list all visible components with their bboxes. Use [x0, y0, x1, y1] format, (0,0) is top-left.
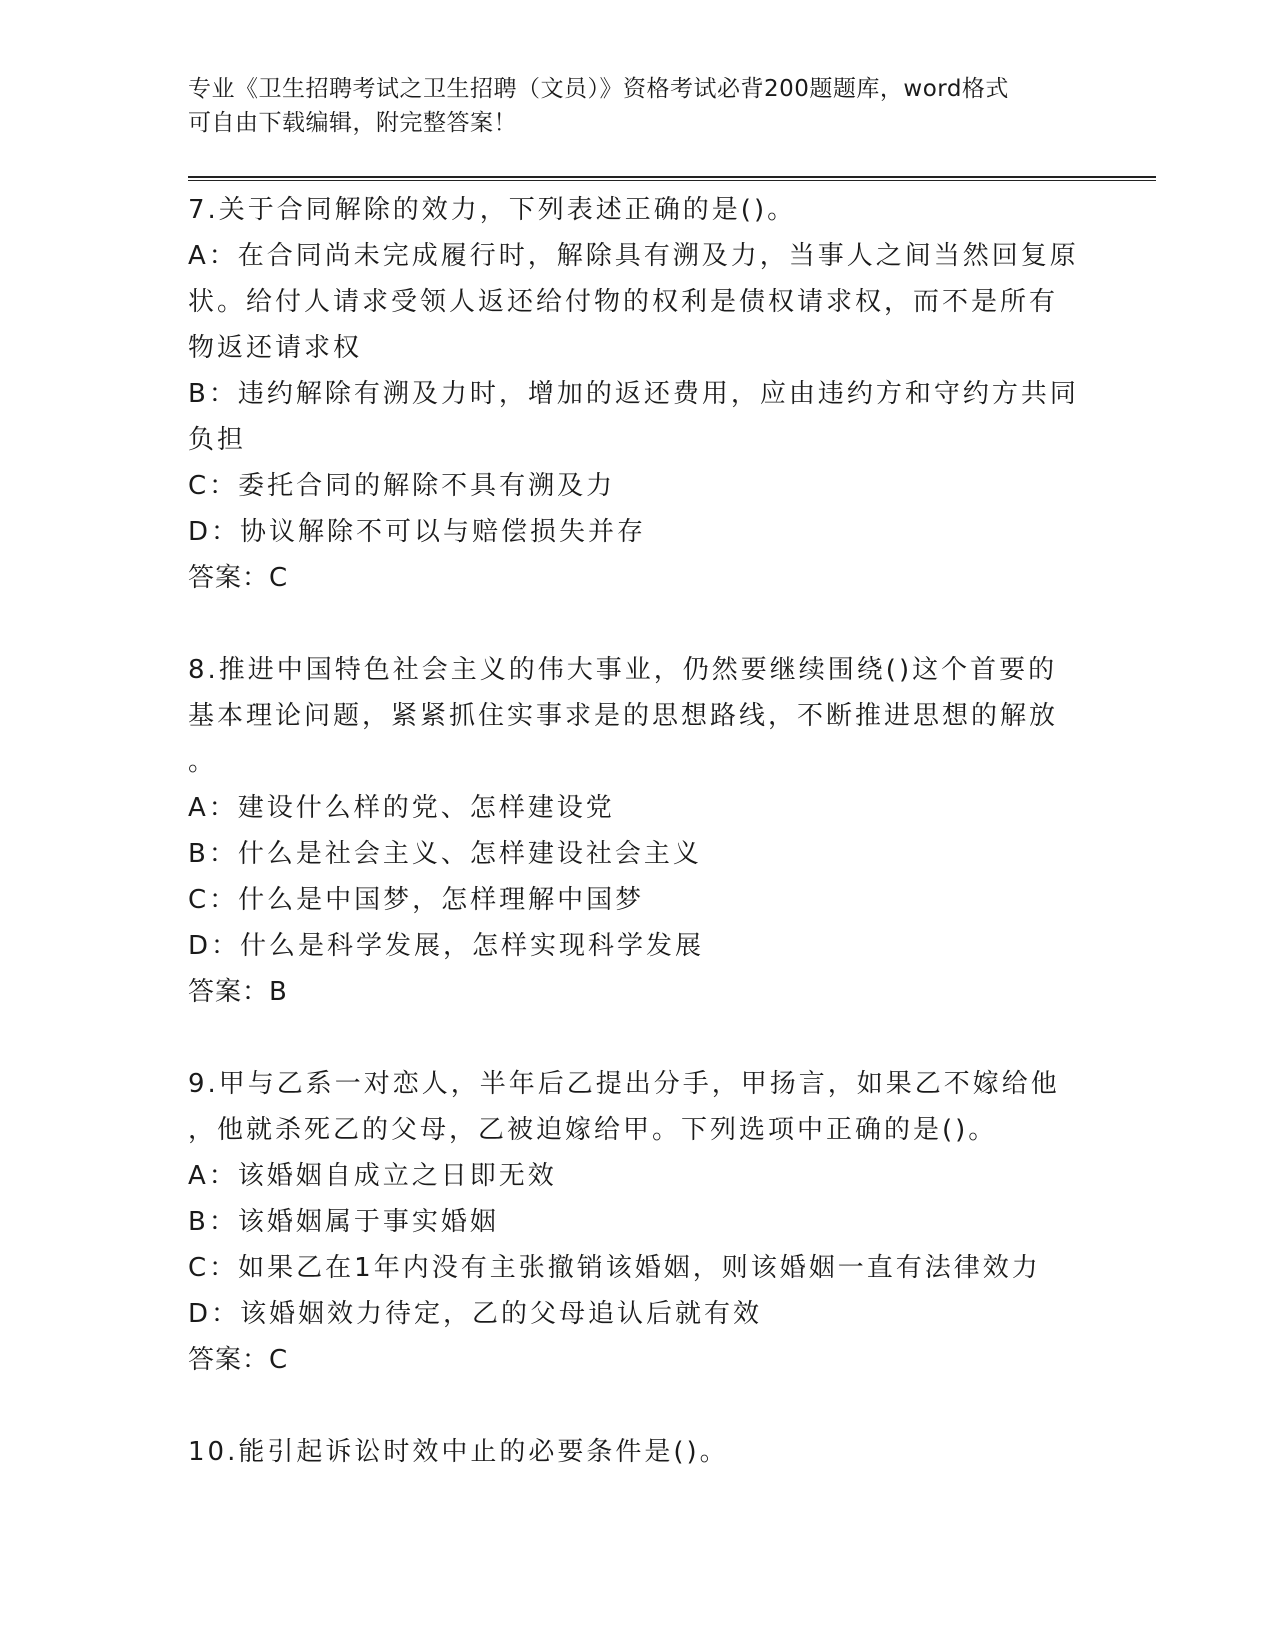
answer-label: 答案：C — [188, 1345, 289, 1375]
option-d: D：协议解除不可以与赔偿损失并存 — [188, 517, 647, 547]
option-c: C：委托合同的解除不具有溯及力 — [188, 471, 616, 501]
option-b: B：违约解除有溯及力时，增加的返还费用，应由违约方和守约方共同 — [188, 379, 1079, 409]
option-c: C：如果乙在1年内没有主张撤销该婚姻，则该婚姻一直有法律效力 — [188, 1253, 1041, 1283]
option-b: B：该婚姻属于事实婚姻 — [188, 1207, 499, 1237]
document-header — [188, 72, 1148, 140]
question-9 — [188, 1061, 1148, 1383]
answer-label: 答案：B — [188, 977, 288, 1007]
option-a: 状。给付人请求受领人返还给付物的权利是债权请求权，而不是所有 — [188, 287, 1059, 317]
question-10 — [188, 1429, 1148, 1475]
header-line-2: 可自由下载编辑，附完整答案！ — [188, 110, 517, 136]
question-stem: 10.能引起诉讼时效中止的必要条件是()。 — [188, 1437, 729, 1467]
option-a: A：该婚姻自成立之日即无效 — [188, 1161, 557, 1191]
option-a: 物返还请求权 — [188, 333, 363, 363]
question-stem: 8.推进中国特色社会主义的伟大事业，仍然要继续围绕()这个首要的 — [188, 655, 1058, 685]
option-d: D：该婚姻效力待定，乙的父母追认后就有效 — [188, 1299, 763, 1329]
question-stem: 9.甲与乙系一对恋人，半年后乙提出分手，甲扬言，如果乙不嫁给他 — [188, 1069, 1060, 1099]
header-divider — [188, 176, 1156, 181]
option-d: D：什么是科学发展，怎样实现科学发展 — [188, 931, 705, 961]
question-stem: 。 — [188, 747, 218, 777]
question-stem: ，他就杀死乙的父母，乙被迫嫁给甲。下列选项中正确的是()。 — [188, 1115, 998, 1145]
question-stem: 7.关于合同解除的效力，下列表述正确的是()。 — [188, 195, 797, 225]
header-text — [188, 72, 1068, 140]
option-a: A：建设什么样的党、怎样建设党 — [188, 793, 615, 823]
question-stem: 基本理论问题，紧紧抓住实事求是的思想路线，不断推进思想的解放 — [188, 701, 1059, 731]
option-c: C：什么是中国梦，怎样理解中国梦 — [188, 885, 645, 915]
answer-label: 答案：C — [188, 563, 289, 593]
option-b: 负担 — [188, 425, 247, 455]
question-7 — [188, 187, 1148, 601]
question-list — [188, 187, 1148, 1521]
option-b: B：什么是社会主义、怎样建设社会主义 — [188, 839, 702, 869]
header-line-1: 专业《卫生招聘考试之卫生招聘（文员）》资格考试必背200题题库，word格式 — [188, 76, 1009, 102]
question-8 — [188, 647, 1148, 1015]
option-a: A：在合同尚未完成履行时，解除具有溯及力，当事人之间当然回复原 — [188, 241, 1079, 271]
